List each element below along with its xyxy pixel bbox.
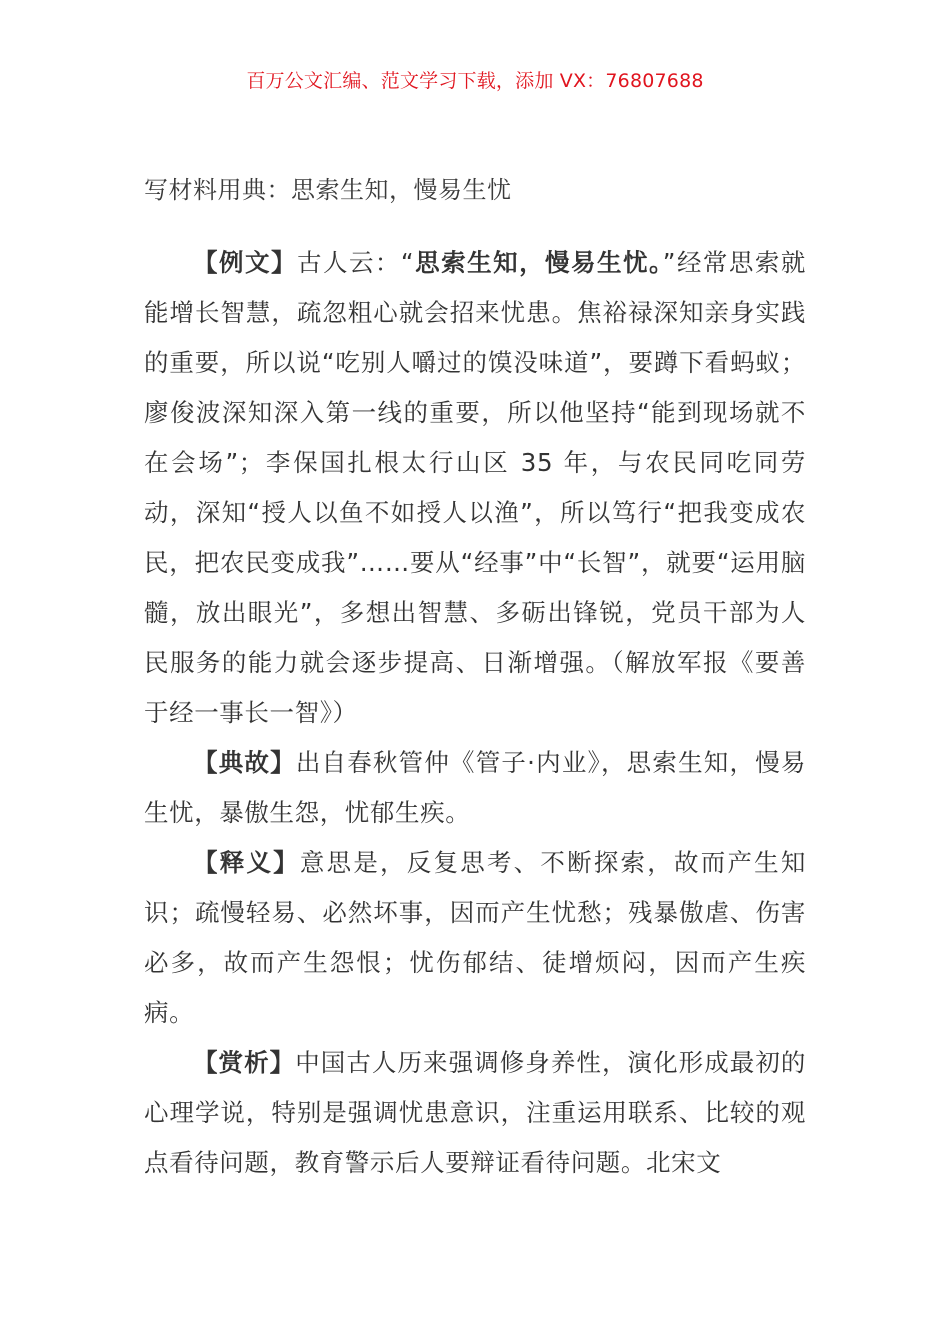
- watermark-text: 百万公文汇编、范文学习下载，添加 VX：76807688: [246, 70, 704, 92]
- paragraph-meaning: [144, 838, 806, 1038]
- section-tag-example: 【例文】: [193, 248, 297, 277]
- section-tag-allusion: 【典故】: [193, 748, 296, 777]
- paragraph-allusion: [144, 738, 806, 838]
- allusion-body: 出自春秋管仲《管子·内业》，思索生知，慢易生忧，暴傲生怨，忧郁生疾。: [144, 748, 806, 827]
- appreciation-body: 中国古人历来强调修身养性，演化形成最初的心理学说，特别是强调忧患意识，注重运用联系、比较的观点看待问题，教育警示后人要辩证看待问题。北宋文: [144, 1048, 806, 1177]
- document-body: [144, 170, 806, 1188]
- document-title: 写材料用典：思索生知，慢易生忧: [144, 176, 512, 204]
- section-tag-appreciation: 【赏析】: [193, 1048, 296, 1077]
- watermark-header: [0, 66, 950, 96]
- example-body: ”经常思索就能增长智慧，疏忽粗心就会招来忧患。焦裕禄深知亲身实践的重要，所以说“吃别人嚼过的馍没味道”，要蹲下看蚂蚁；廖俊波深知深入第一线的重要，所以他坚持“能到现场就不在会场”；李保国扎根太行山区 35 年，与农民同吃同劳动，深知“授人以鱼不如授人以渔”，所以笃行“把我变成农民，把农民变成我”……要从“经事”中“长智”，就要“运用脑髓，放出眼光”，多想出智慧、多砺出锋锐，党员干部为人民服务的能力就会逐步提高、日渐增强。（解放军报《要善于经一事长一智》）: [144, 248, 807, 727]
- section-tag-meaning: 【释义】: [193, 848, 300, 877]
- paragraph-appreciation: [144, 1038, 806, 1188]
- example-bold-quote: 思索生知，慢易生忧。: [414, 248, 663, 277]
- paragraph-example: [144, 238, 806, 738]
- example-lead: 古人云：“: [296, 248, 415, 277]
- meaning-body: 意思是，反复思考、不断探索，故而产生知识；疏慢轻易、必然坏事，因而产生忧愁；残暴傲虐、伤害必多，故而产生怨恨；忧伤郁结、徒增烦闷，因而产生疾病。: [144, 848, 806, 1027]
